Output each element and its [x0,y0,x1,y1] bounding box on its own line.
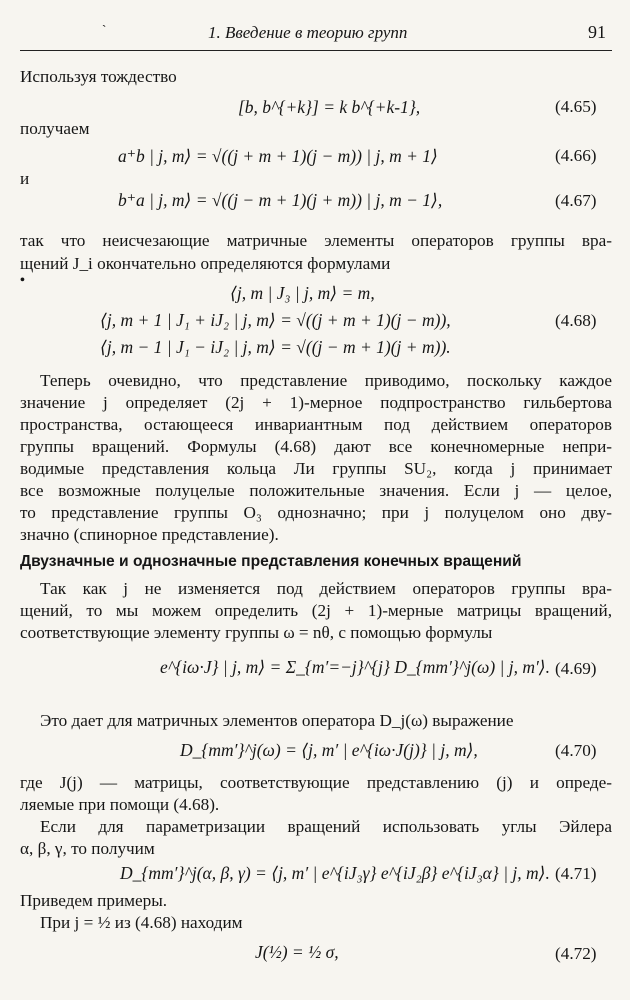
equation-4-68-line-2: ⟨j, m + 1 | J₁ + iJ₂ | j, m⟩ = √((j + m + 1)(j − m)), [100,310,451,330]
header-rule [20,50,612,51]
text-line: где J(j) — матрицы, соответствующие представлению (j) и опреде- [20,773,612,792]
text-line: и [20,169,30,188]
text-line: Используя тождество [20,67,177,86]
equation-number: (4.67) [555,191,597,210]
equation-number: (4.71) [555,864,597,883]
text-line: получаем [20,119,90,138]
text-line: то представление группы O₃ однозначно; при j полуцелом оно дву- [20,503,612,522]
text-line: группы вращений. Формулы (4.68) дают все конечномерные непри- [20,437,612,456]
text-line: значение j определяет (2j + 1)-мерное подпространство гильбертова [20,393,612,412]
header-tick-mark: ˋ [102,22,107,37]
running-header [0,20,630,50]
equation-4-66: a⁺b | j, m⟩ = √((j + m + 1)(j − m)) | j, m + 1⟩ [118,146,438,166]
text-line: Если для параметризации вращений использовать углы Эйлера [40,817,612,836]
equation-4-70: D_{mm′}^j(ω) = ⟨j, m′ | e^{iω·J(j)} | j, m⟩, [180,740,478,760]
equation-number: (4.72) [555,944,597,963]
equation-4-68-line-1: ⟨j, m | J₃ | j, m⟩ = m, [230,283,375,303]
text-line: Так как j не изменяется под действием операторов группы вра- [40,579,612,598]
margin-mark: • [20,273,25,288]
equation-4-69: e^{iω·J} | j, m⟩ = Σ_{m′=−j}^{j} D_{mm′}^j(ω) | j, m′⟩. [160,657,550,677]
text-line: Теперь очевидно, что представление приводимо, поскольку каждое [40,371,612,390]
text-line: α, β, γ, то получим [20,839,155,858]
equation-number: (4.69) [555,659,597,678]
text-line: ляемые при помощи (4.68). [20,795,220,814]
chapter-title: 1. Введение в теорию групп [208,23,408,42]
text-line: так что неисчезающие матричные элементы операторов группы вра- [20,231,612,250]
equation-4-71: D_{mm′}^j(α, β, γ) = ⟨j, m′ | e^{iJ₃γ} e^{iJ₂β} e^{iJ₃α} | j, m⟩. [120,863,550,883]
text-line: При j = ½ из (4.68) находим [40,913,243,932]
text-line: щений, то мы можем определить (2j + 1)-мерные матрицы вращений, [20,601,612,620]
text-line: значно (спинорное представление). [20,525,279,544]
equation-number: (4.66) [555,146,597,165]
text-line: все возможные полуцелые положительные значения. Если j — целое, [20,481,612,500]
text-line: щений J_i окончательно определяются формулами [20,254,391,273]
text-line: пространства, остающееся инвариантным под действием операторов [20,415,612,434]
equation-number: (4.68) [555,311,597,330]
equation-4-67: b⁺a | j, m⟩ = √((j − m + 1)(j + m)) | j, m − 1⟩, [118,190,443,210]
text-line: водимые представления кольца Ли группы SU₂, когда j принимает [20,459,612,478]
equation-number: (4.70) [555,741,597,760]
text-line: соответствующие элементу группы ω = nθ, с помощью формулы [20,623,493,642]
equation-number: (4.65) [555,97,597,116]
page-number: 91 [588,22,606,42]
equation-4-65: [b, b^{+k}] = k b^{+k-1}, [238,97,421,117]
text-line: Это дает для матричных элементов оператора D_j(ω) выражение [40,711,514,730]
section-heading: Двузначные и однозначные представления конечных вращений [20,553,522,570]
equation-4-72: J(½) = ½ σ, [255,942,339,962]
text-line: Приведем примеры. [20,891,168,910]
equation-4-68-line-3: ⟨j, m − 1 | J₁ − iJ₂ | j, m⟩ = √((j − m + 1)(j + m)). [100,337,451,357]
